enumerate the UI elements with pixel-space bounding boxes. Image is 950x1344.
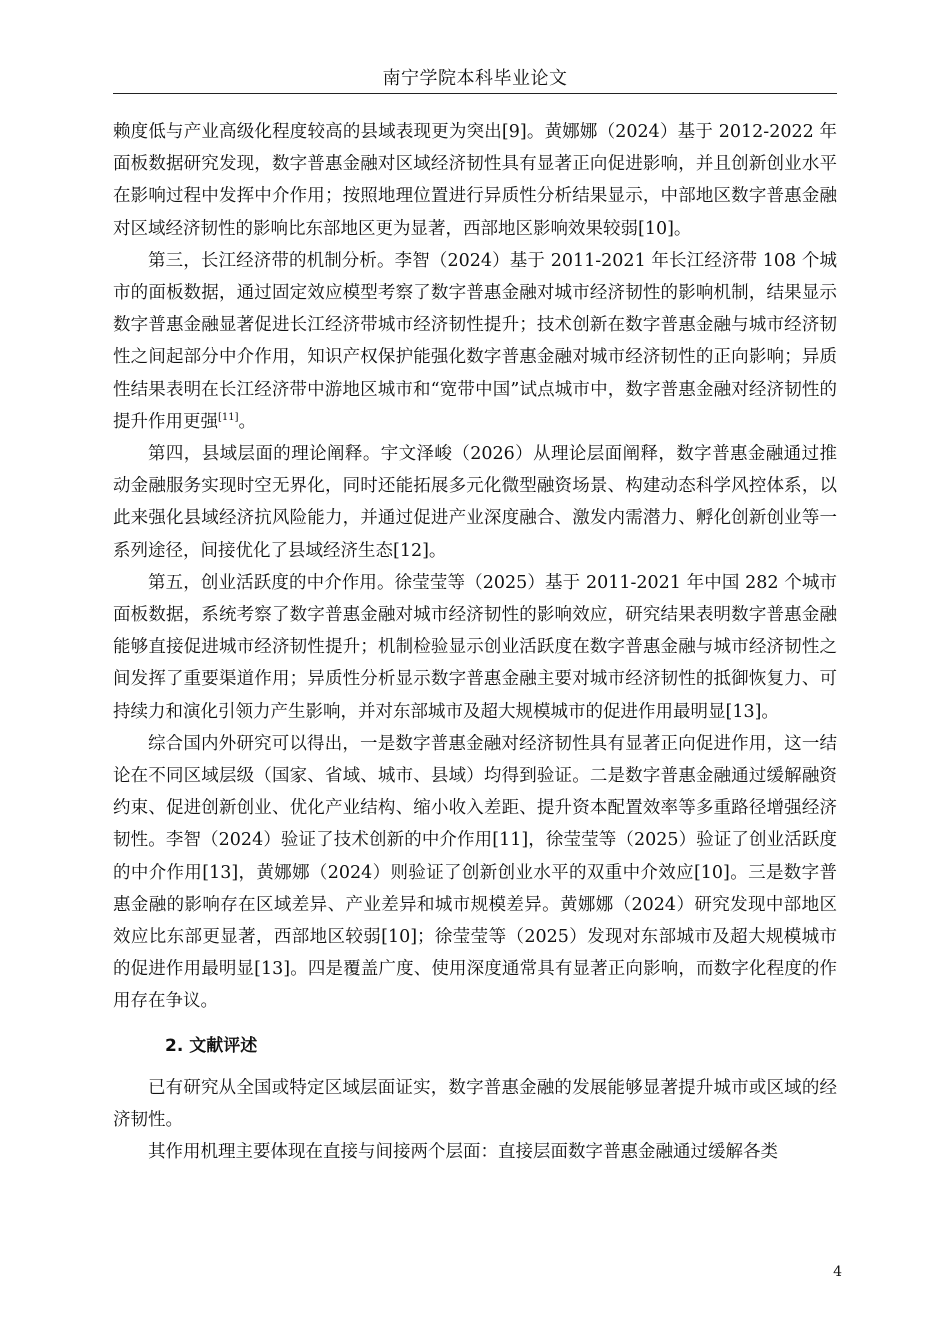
- citation-superscript: [11]: [218, 412, 239, 423]
- paragraph-summary: 综合国内外研究可以得出，一是数字普惠金融对经济韧性具有显著正向促进作用，这一结论在不同区域层级（国家、省域、城市、县域）均得到验证。二是数字普惠金融通过缓解融资约束、促进创新创业、优化产业结构、缩小收入差距、提升资本配置效率等多重路径增强经济韧性。李智（2024）验证了技术创新的中介作用[11]，徐莹莹等（2025）验证了创业活跃度的中介作用[13]，黄娜娜（2024）则验证了创新创业水平的双重中介效应[10]。三是数字普惠金融的影响存在区域差异、产业差异和城市规模差异。黄娜娜（2024）研究发现中部地区效应比东部更显著，西部地区较弱[10]；徐莹莹等（2025）发现对东部城市及超大规模城市的促进作用最明显[13]。四是覆盖广度、使用深度通常具有显著正向影响，而数字化程度的作用存在争议。: [113, 733, 837, 1012]
- paragraph-review-intro: 已有研究从全国或特定区域层面证实，数字普惠金融的发展能够显著提升城市或区域的经济韧性。: [113, 1077, 837, 1130]
- running-header: 南宁学院本科毕业论文: [382, 68, 568, 89]
- paragraph-entrepreneurship-mediation: 第五，创业活跃度的中介作用。徐莹莹等（2025）基于 2011-2021 年中国 282 个城市面板数据，系统考察了数字普惠金融对城市经济韧性的影响效应，研究结果表明数字普惠金融能够直接促进城市经济韧性提升；机制检验显示创业活跃度在数字普惠金融与城市经济韧性之间发挥了重要渠道作用；异质性分析显示数字普惠金融主要对城市经济韧性的抵御恢复力、可持续力和演化引领力产生影响，并对东部城市及超大规模城市的促进作用最明显[13]。: [113, 572, 837, 722]
- paragraph-end-punct: 。: [238, 411, 257, 432]
- section-heading: 2. 文献评述: [165, 1035, 258, 1056]
- paragraph-mechanism-levels: 其作用机理主要体现在直接与间接两个层面：直接层面数字普惠金融通过缓解各类: [148, 1142, 778, 1163]
- paragraph-yangtze-mechanism: [113, 245, 837, 438]
- page-number: 4: [833, 1264, 842, 1280]
- paragraph-county-theory: 第四，县域层面的理论阐释。宇文泽峻（2026）从理论层面阐释，数字普惠金融通过推动金融服务实现时空无界化，同时还能拓展多元化微型融资场景、构建动态科学风控体系，以此来强化县域经济抗风险能力，并通过促进产业深度融合、激发内需潜力、孵化创新创业等一系列途径，间接优化了县域经济生态[12]。: [113, 444, 837, 561]
- header-rule: [113, 93, 837, 94]
- paragraph-continued: 赖度低与产业高级化程度较高的县域表现更为突出[9]。黄娜娜（2024）基于 2012-2022 年面板数据研究发现，数字普惠金融对区域经济韧性具有显著正向促进影响，并且创新创业水平在影响过程中发挥中介作用；按照地理位置进行异质性分析结果显示，中部地区数字普惠金融对区域经济韧性的影响比东部地区更为显著，西部地区影响效果较弱[10]。: [113, 122, 837, 239]
- paragraph-text: 第三，长江经济带的机制分析。李智（2024）基于 2011-2021 年长江经济带 108 个城市的面板数据，通过固定效应模型考察了数字普惠金融对城市经济韧性的影响机制，结果显示数字普惠金融显著促进长江经济带城市经济韧性提升；技术创新在数字普惠金融与城市经济韧性之间起部分中介作用，知识产权保护能强化数字普惠金融对城市经济韧性的正向影响；异质性结果表明在长江经济带中游地区城市和“宽带中国”试点城市中，数字普惠金融对经济韧性的提升作用更强: [113, 250, 837, 432]
- body-text: [113, 116, 837, 1168]
